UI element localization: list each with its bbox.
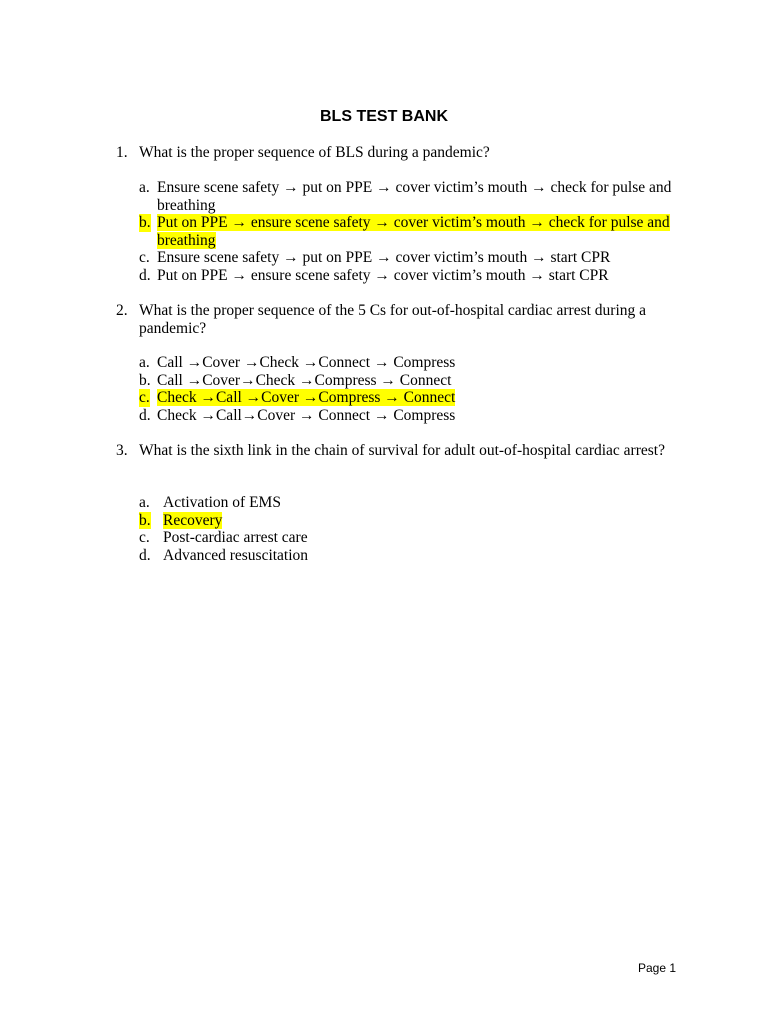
option-d	[139, 267, 679, 285]
question-2-options	[139, 354, 679, 424]
question-3	[116, 442, 676, 460]
option-c	[139, 529, 679, 547]
question-number: 3.	[116, 442, 128, 459]
option-d	[139, 407, 679, 425]
question-text: What is the proper sequence of BLS during a pandemic?	[139, 144, 490, 161]
question-text: What is the proper sequence of the 5 Cs for out-of-hospital cardiac arrest during a pandemic?	[139, 302, 647, 337]
option-letter: d.	[139, 406, 151, 424]
question-2	[116, 302, 676, 337]
option-text: Put on PPE → ensure scene safety → cover victim’s mouth → check for pulse and breathing	[157, 214, 670, 249]
option-c-answer	[139, 389, 679, 407]
option-letter: c.	[139, 529, 150, 546]
option-text: Recovery	[163, 511, 223, 529]
question-3-options	[139, 494, 679, 564]
document-title: BLS TEST BANK	[320, 108, 448, 125]
option-b	[139, 372, 679, 390]
option-text: Call →Cover →Check →Connect → Compress	[157, 354, 456, 371]
question-1-options	[139, 179, 679, 284]
option-text: Activation of EMS	[163, 494, 281, 511]
question-text: What is the sixth link in the chain of survival for adult out-of-hospital cardiac arrest?	[139, 442, 665, 459]
option-a	[139, 354, 679, 372]
option-letter: a.	[139, 179, 150, 196]
option-letter: a.	[139, 354, 150, 371]
option-letter: d.	[139, 546, 151, 564]
page-number: Page 1	[638, 961, 677, 975]
option-c	[139, 249, 679, 267]
option-letter: b.	[139, 214, 151, 231]
option-letter: c.	[139, 389, 150, 406]
option-text: Ensure scene safety → put on PPE → cover victim’s mouth → check for pulse and breathing	[157, 179, 672, 214]
option-b-answer	[139, 214, 679, 249]
option-a	[139, 179, 679, 214]
option-text: Check →Call→Cover → Connect → Compress	[157, 406, 456, 424]
option-text: Ensure scene safety → put on PPE → cover victim’s mouth → start CPR	[157, 249, 611, 266]
option-letter: d.	[139, 266, 151, 284]
question-1	[116, 144, 676, 162]
option-d	[139, 547, 679, 565]
question-number: 2.	[116, 302, 128, 319]
option-text: Put on PPE → ensure scene safety → cover victim’s mouth → start CPR	[157, 266, 609, 284]
answer-highlight	[139, 214, 151, 232]
option-b-answer	[139, 512, 679, 530]
option-text: Advanced resuscitation	[163, 546, 309, 564]
option-text: Check →Call →Cover →Compress → Connect	[157, 389, 456, 406]
option-letter: a.	[139, 494, 150, 511]
option-text: Post-cardiac arrest care	[163, 529, 308, 546]
option-letter: b.	[139, 511, 151, 529]
option-letter: c.	[139, 249, 150, 266]
option-a	[139, 494, 679, 512]
question-number: 1.	[116, 144, 128, 161]
option-text: Call →Cover→Check →Compress → Connect	[157, 371, 452, 389]
option-letter: b.	[139, 371, 151, 389]
